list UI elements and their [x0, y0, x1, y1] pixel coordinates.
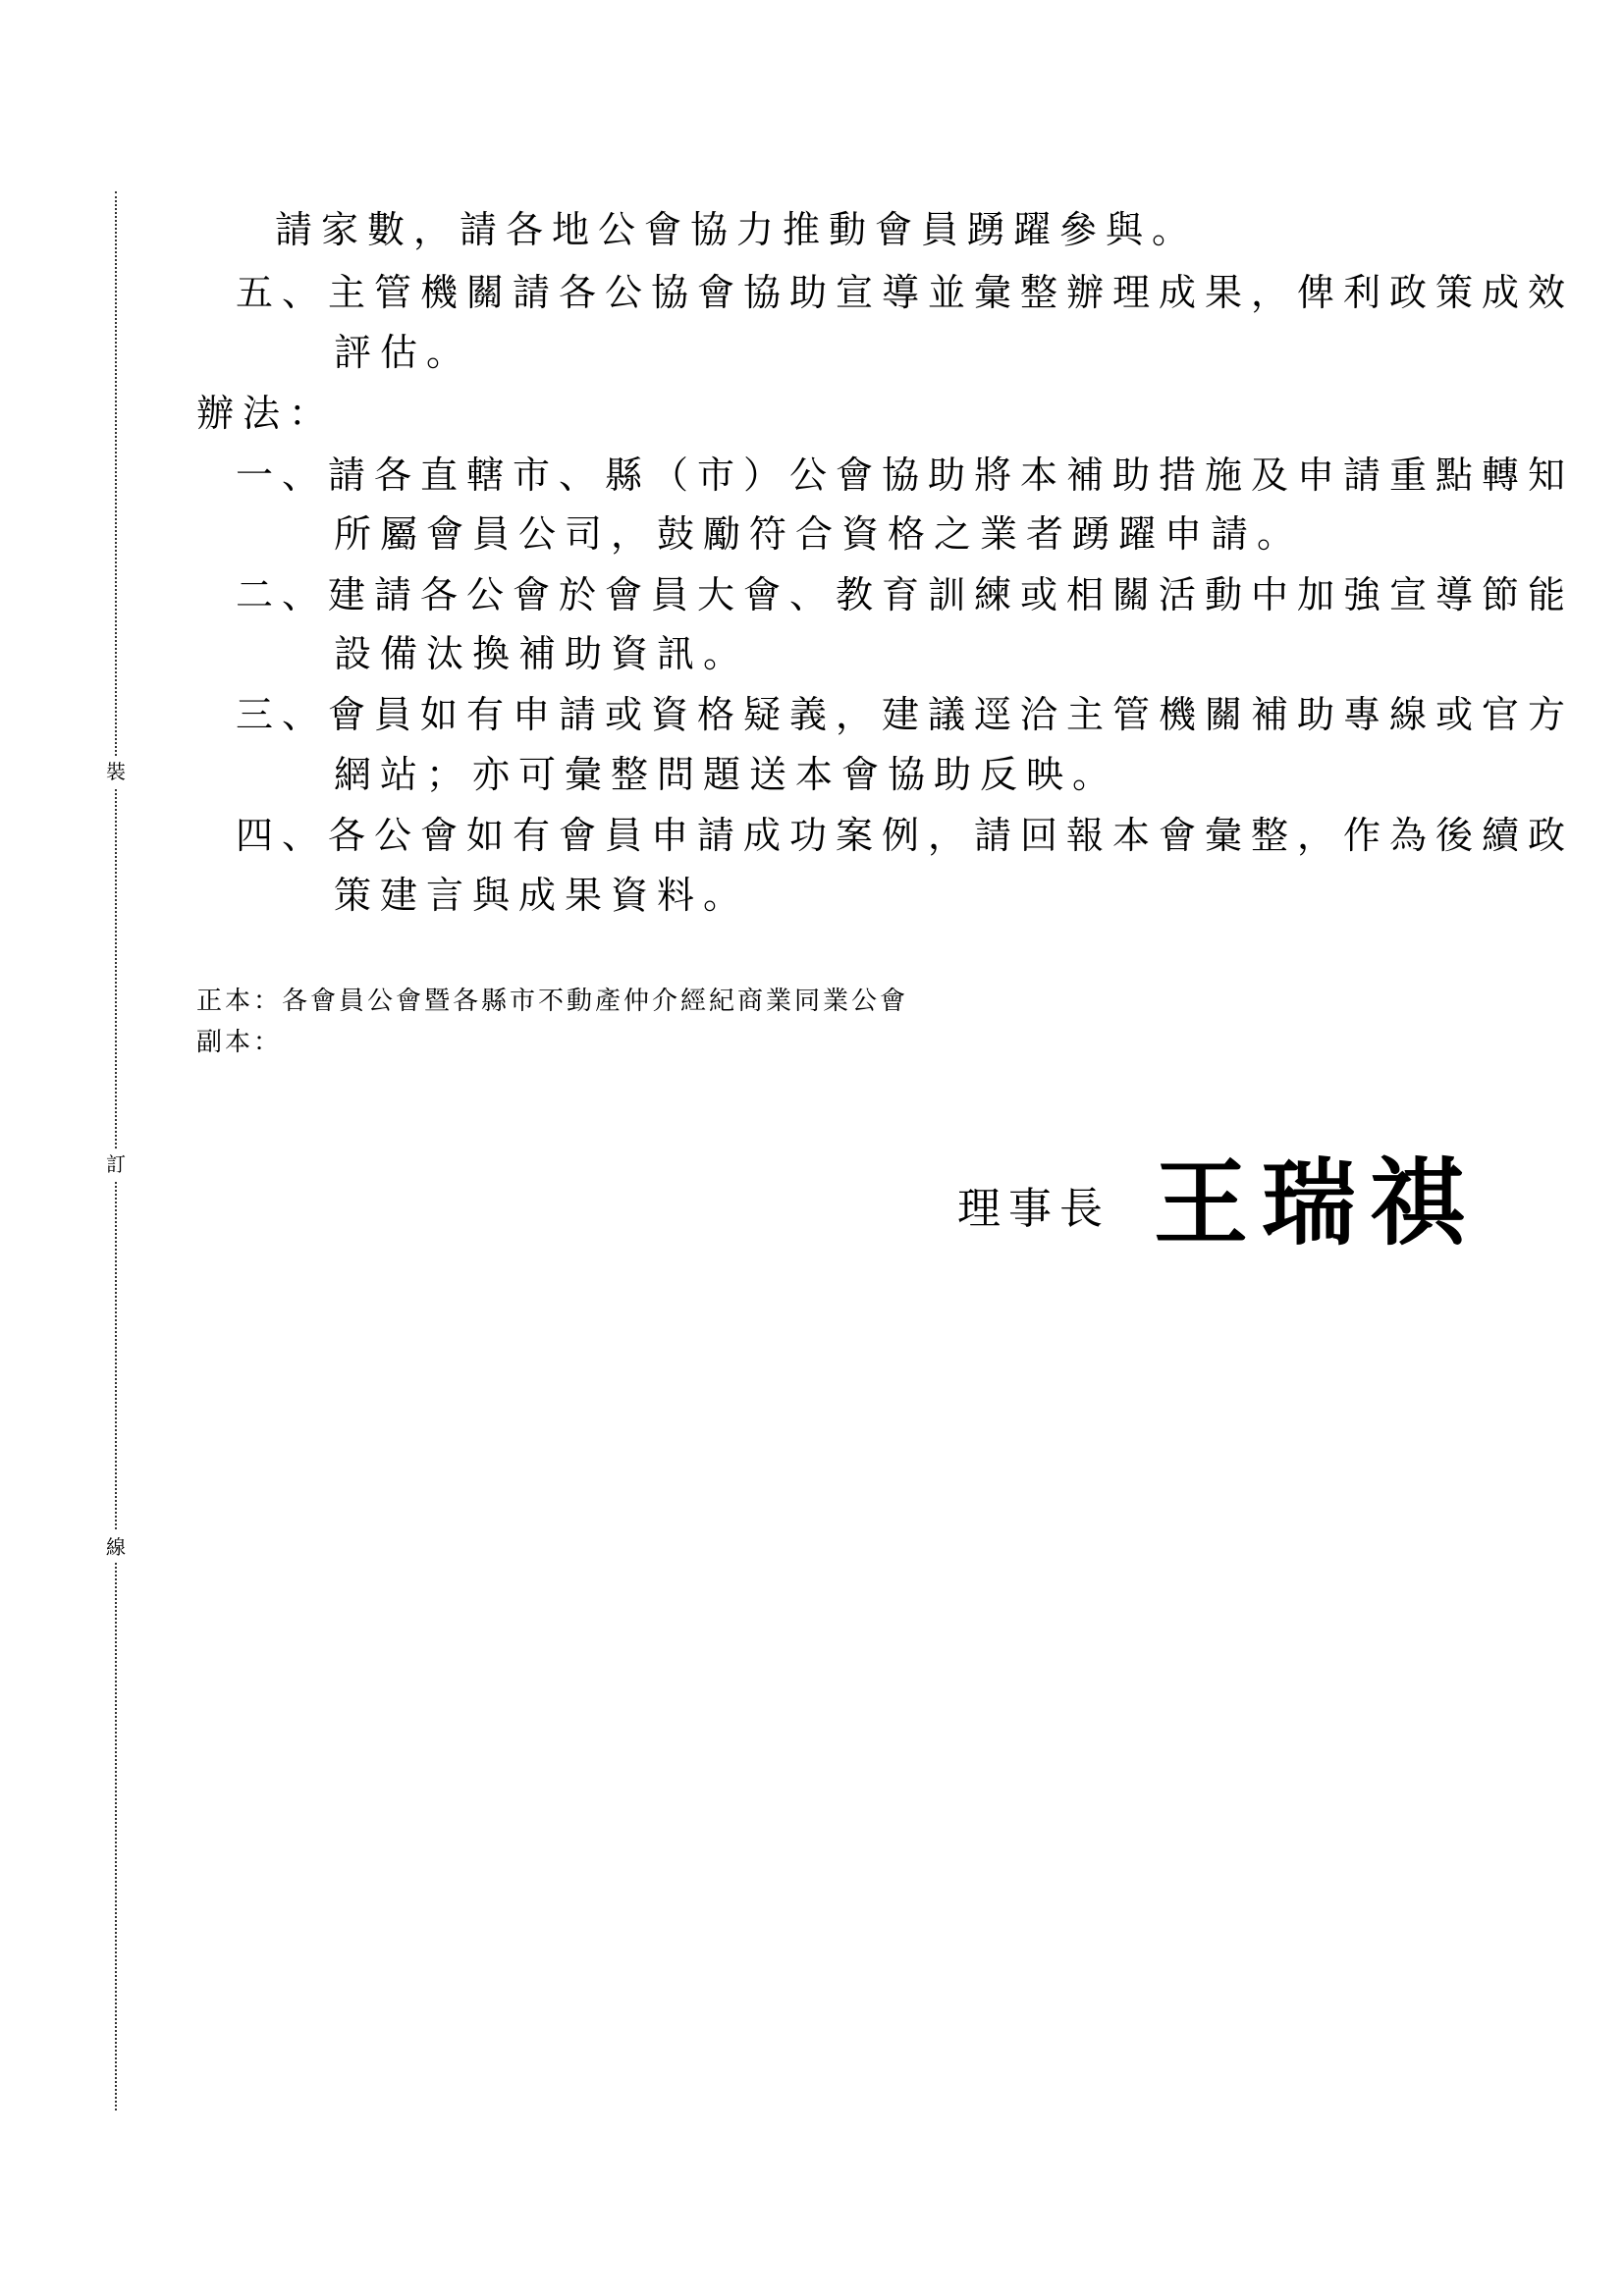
binding-mark-zhuang: 裝: [102, 756, 130, 787]
method-item-2-line2: 設備汰換補助資訊。: [334, 632, 750, 675]
item5-line1: 五、主管機關請各公協會協助宣導並彙整辦理成果，俾利政策成效: [236, 271, 1575, 314]
method-item-3-line1: 三、會員如有申請或資格疑義，建議逕洽主管機關補助專線或官方: [236, 693, 1575, 736]
method-item-4-line2: 策建言與成果資料。: [334, 874, 750, 917]
method-item-1-line2: 所屬會員公司，鼓勵符合資格之業者踴躍申請。: [334, 512, 1304, 556]
binding-mark-xian: 線: [102, 1531, 130, 1563]
continuation-text: 請家數，請各地公會協力推動會員踴躍參與。: [275, 208, 1199, 251]
method-item-3-line2: 網站；亦可彙整問題送本會協助反映。: [334, 753, 1119, 796]
method-item-4-line1: 四、各公會如有會員申請成功案例，請回報本會彙整，作為後續政: [236, 814, 1575, 857]
signature-title: 理事長: [957, 1184, 1110, 1234]
distribution-original: 正本：各會員公會暨各縣市不動產仲介經紀商業同業公會: [196, 987, 909, 1016]
signature-name: 王瑞祺: [1154, 1148, 1478, 1258]
binding-mark-ding: 訂: [102, 1148, 130, 1180]
method-item-2-line1: 二、建請各公會於會員大會、教育訓練或相關活動中加強宣導節能: [236, 573, 1575, 616]
distribution-copy: 副本：: [196, 1028, 283, 1057]
methods-heading: 辦法：: [196, 392, 336, 435]
method-item-1-line1: 一、請各直轄市、縣（市）公會協助將本補助措施及申請重點轉知: [236, 454, 1575, 497]
item5-line2: 評估。: [334, 331, 473, 374]
